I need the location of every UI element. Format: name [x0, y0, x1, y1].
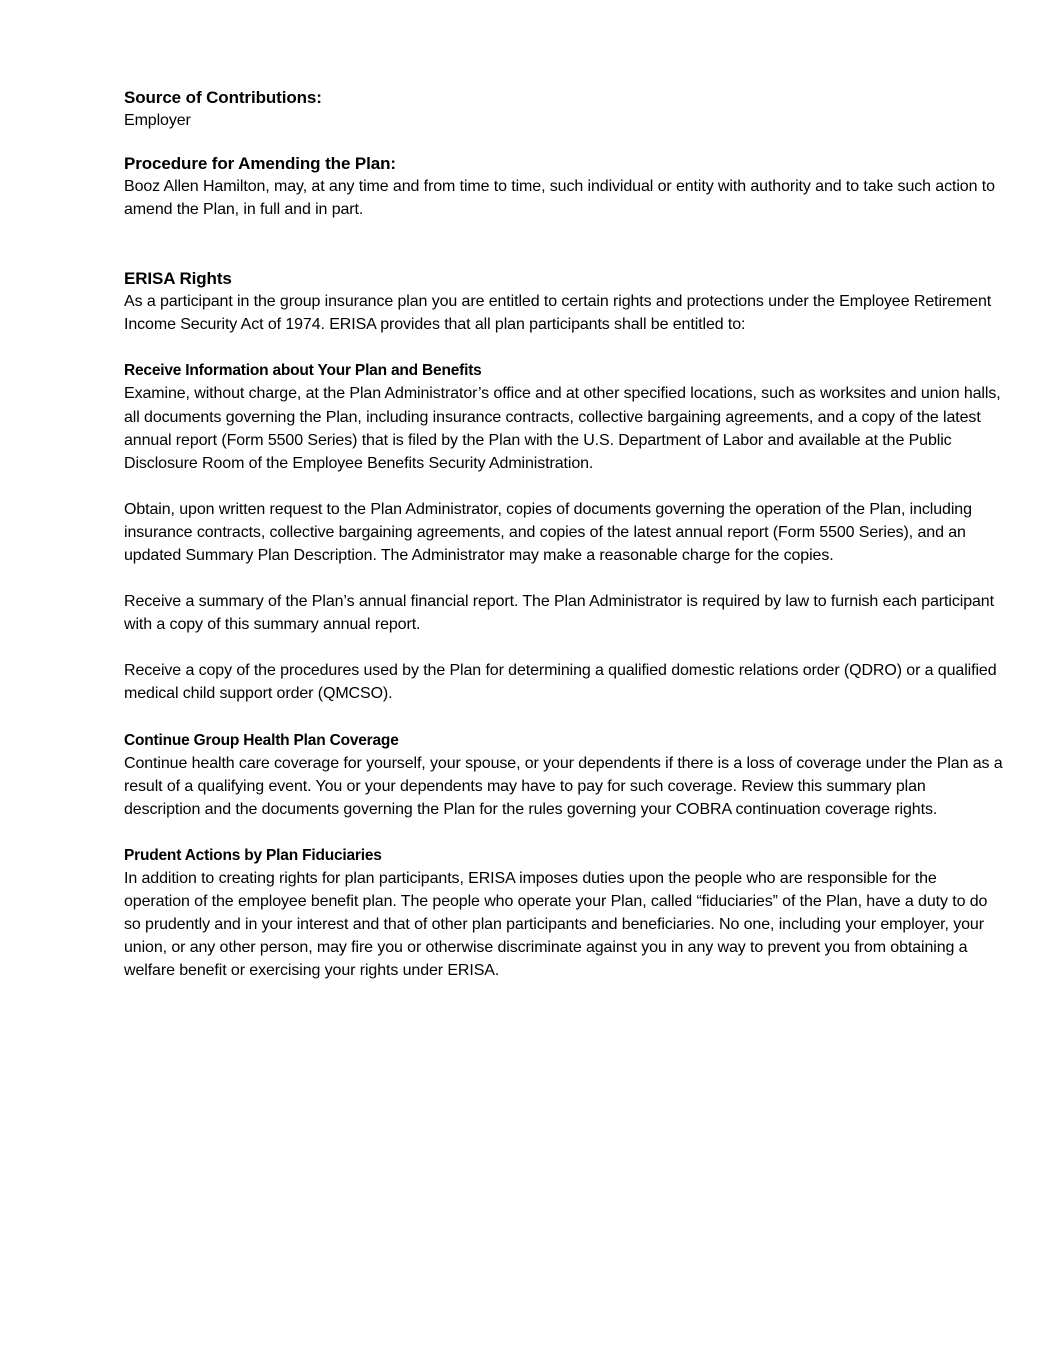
section-prudent-actions — [124, 844, 1004, 982]
section-continue-coverage — [124, 729, 1004, 821]
erisa-rights-heading: ERISA Rights — [124, 269, 232, 289]
section-source-of-contributions — [124, 86, 1004, 132]
receive-information-paragraph: Examine, without charge, at the Plan Administrator’s office and at other specified locations, such as worksites and union halls, all documents governing the Plan, including insurance contracts, collective bargaining agreements, and a copy of the latest annual report (Form 5500 Series) that is filed by the Plan with the U.S. Department of Labor and available at the Public Disclosure Room of the Employee Benefits Security Administration. — [124, 385, 1001, 472]
receive-information-paragraph: Obtain, upon written request to the Plan Administrator, copies of documents governing the operation of the Plan, including insurance contracts, collective bargaining agreements, and copies of the latest annual report (Form 5500 Series), and an updated Summary Plan Description. The Administrator may make a reasonable charge for the copies. — [124, 500, 972, 565]
receive-information-paragraph: Receive a summary of the Plan’s annual financial report. The Plan Administrator is required by law to furnish each participant with a copy of this summary annual report. — [124, 593, 994, 634]
prudent-actions-heading: Prudent Actions by Plan Fiduciaries — [124, 846, 382, 864]
source-of-contributions-heading: Source of Contributions: — [124, 88, 322, 107]
prudent-actions-text: In addition to creating rights for plan participants, ERISA imposes duties upon the people who are responsible for the operation of the employee benefit plan. The people who operate your Plan, called “fiduciaries” of the Plan, have a duty to do so prudently and in your interest and that of other plan participants and beneficiaries. No one, including your employer, your union, or any other person, may fire you or otherwise discriminate against you in any way to prevent you from obtaining a welfare benefit or exercising your rights under ERISA. — [124, 869, 988, 980]
receive-information-paragraph: Receive a copy of the procedures used by the Plan for determining a qualified domestic relations order (QDRO) or a qualified medical child support order (QMCSO). — [124, 662, 997, 703]
document-page — [124, 86, 1004, 982]
source-of-contributions-text: Employer — [124, 112, 191, 129]
section-receive-information — [124, 359, 1004, 705]
procedure-for-amending-text: Booz Allen Hamilton, may, at any time and from time to time, such individual or entity with authority and to take such action to amend the Plan, in full and in part. — [124, 178, 995, 219]
continue-coverage-text: Continue health care coverage for yourself, your spouse, or your dependents if there is a loss of coverage under the Plan as a result of a qualifying event. You or your dependents may have to pay for such coverage. Review this summary plan description and the documents governing the Plan for the rules governing your COBRA continuation coverage rights. — [124, 754, 1003, 818]
section-erisa-rights — [124, 267, 1004, 336]
continue-coverage-heading: Continue Group Health Plan Coverage — [124, 731, 399, 749]
receive-information-heading: Receive Information about Your Plan and Benefits — [124, 362, 482, 380]
erisa-rights-intro: As a participant in the group insurance plan you are entitled to certain rights and protections under the Employee Retirement Income Security Act of 1974. ERISA provides that all plan participants shall be entitled to: — [124, 293, 992, 334]
section-procedure-for-amending — [124, 152, 1004, 221]
procedure-for-amending-heading: Procedure for Amending the Plan: — [124, 154, 396, 174]
